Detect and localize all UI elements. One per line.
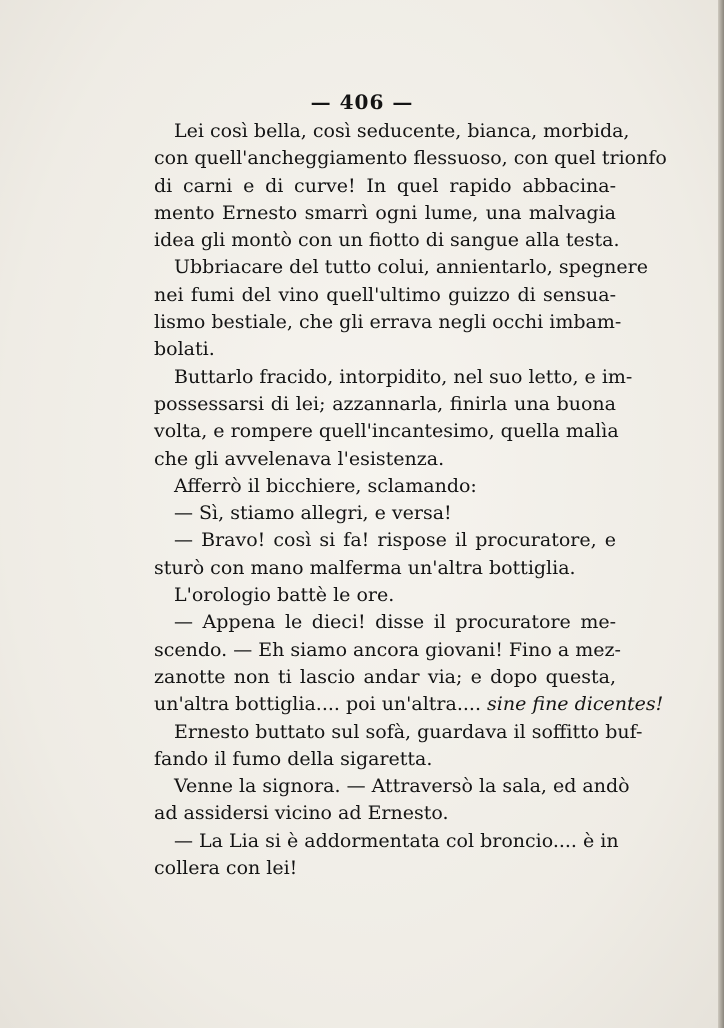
text-line: Venne la signora. — Attraversò la sala, ed andò <box>174 775 630 798</box>
dialogue-line: — Appena le dieci! disse il procuratore me- <box>174 611 616 634</box>
text-line: mento Ernesto smarrì ogni lume, una malvagia <box>154 201 616 224</box>
text-line: collera con lei! <box>154 857 298 880</box>
text-line: idea gli montò con un fiotto di sangue alla testa. <box>154 229 620 252</box>
text-line: ad assidersi vicino ad Ernesto. <box>154 802 449 825</box>
dialogue-line: — La Lia si è addormentata col broncio.... è in <box>174 829 619 852</box>
dialogue-line: — Bravo! così si fa! rispose il procuratore, e <box>174 529 616 552</box>
text-line: fando il fumo della sigaretta. <box>154 747 433 770</box>
page-number: — 406 — <box>310 90 414 114</box>
text-line-roman: un'altra bottiglia.... poi un'altra.... <box>154 693 481 716</box>
text-line: bolati. <box>154 338 215 361</box>
text-line: che gli avvelenava l'esistenza. <box>154 447 445 470</box>
text-line: con quell'ancheggiamento flessuoso, con quel trionfo <box>154 147 667 170</box>
text-line: nei fumi del vino quell'ultimo guizzo di sensua- <box>154 283 616 306</box>
body-text <box>154 118 667 882</box>
text-line: zanotte non ti lascio andar via; e dopo questa, <box>154 665 616 688</box>
text-line <box>154 691 664 718</box>
text-line: sturò con mano malferma un'altra bottiglia. <box>154 556 576 579</box>
text-line: Afferrò il bicchiere, sclamando: <box>174 474 477 497</box>
text-line: di carni e di curve! In quel rapido abbacina- <box>154 174 616 197</box>
text-line: Buttarlo fracido, intorpidito, nel suo letto, e im- <box>174 365 633 388</box>
text-line: volta, e rompere quell'incantesimo, quella malìa <box>154 420 619 443</box>
text-line: possessarsi di lei; azzannarla, finirla una buona <box>154 392 616 415</box>
latin-phrase: sine fine dicentes! <box>487 693 664 716</box>
text-line: Lei così bella, così seducente, bianca, morbida, <box>174 120 630 142</box>
text-line: Ernesto buttato sul sofà, guardava il soffitto buf- <box>174 720 643 743</box>
text-line: Ubbriacare del tutto colui, annientarlo, spegnere <box>174 256 648 279</box>
dialogue-line: — Sì, stiamo allegri, e versa! <box>174 502 452 525</box>
text-line: scendo. — Eh siamo ancora giovani! Fino a mez- <box>154 638 621 661</box>
text-line: L'orologio battè le ore. <box>174 584 395 607</box>
text-line: lismo bestiale, che gli errava negli occhi imbam- <box>154 311 622 334</box>
page-edge <box>718 0 724 1028</box>
